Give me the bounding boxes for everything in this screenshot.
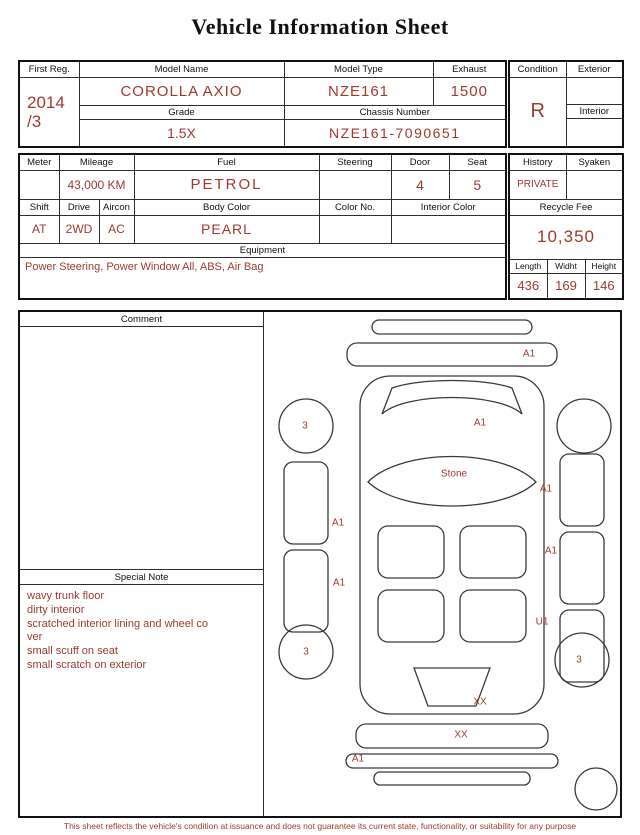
front-bumper <box>356 724 548 748</box>
shift-value: AT <box>19 215 59 243</box>
meter-label: Meter <box>19 154 59 170</box>
first-reg-month: /3 <box>27 111 42 131</box>
interior-label: Interior <box>566 104 623 118</box>
recycle-fee-value: 10,350 <box>509 215 623 259</box>
spec-table <box>18 153 507 300</box>
seat <box>460 526 526 578</box>
windshield <box>368 457 536 507</box>
model-name-label: Model Name <box>79 61 284 77</box>
first-reg-year: 2014 <box>27 92 65 112</box>
damage-mark: 3 <box>576 654 582 666</box>
left-rear-door-panel <box>284 462 328 544</box>
special-note-body <box>20 585 263 678</box>
damage-mark: A1 <box>539 483 553 495</box>
model-type-value: NZE161 <box>284 77 433 105</box>
seat <box>378 526 444 578</box>
comment-header: Comment <box>20 312 263 327</box>
fuel-label: Fuel <box>134 154 319 170</box>
damage-mark: A1 <box>332 577 346 589</box>
right-front-door-panel <box>560 532 604 604</box>
drive-value: 2WD <box>59 215 99 243</box>
condition-section <box>18 310 622 818</box>
page-title: Vehicle Information Sheet <box>191 14 449 39</box>
width-label: Widht <box>547 259 585 273</box>
color-no-label: Color No. <box>319 199 391 215</box>
mileage-label: Mileage <box>59 154 134 170</box>
interior-color-label: Interior Color <box>391 199 506 215</box>
damage-mark: 3 <box>303 646 309 658</box>
special-note-line: small scuff on seat <box>27 645 118 657</box>
damage-mark: XX <box>473 696 487 708</box>
spare-tire <box>575 768 617 810</box>
length-label: Length <box>509 259 547 273</box>
exterior-label: Exterior <box>566 61 623 77</box>
history-value: PRIVATE <box>509 170 566 199</box>
front-spoiler <box>374 772 530 785</box>
front-lower-trim <box>346 754 558 768</box>
syaken-value <box>566 170 623 199</box>
registration-table <box>18 60 507 148</box>
condition-grade-value: R <box>509 77 566 147</box>
aircon-value: AC <box>99 215 134 243</box>
seat <box>378 590 444 642</box>
aircon-label: Aircon <box>99 199 134 215</box>
grade-value: 1.5X <box>79 119 284 147</box>
door-value: 4 <box>391 170 449 199</box>
width-value: 169 <box>547 273 585 299</box>
height-value: 146 <box>585 273 623 299</box>
right-fender-panel <box>560 610 604 682</box>
door-label: Door <box>391 154 449 170</box>
grade-label: Grade <box>79 105 284 119</box>
condition-label: Condition <box>509 61 566 77</box>
damage-mark: A1 <box>331 517 345 529</box>
condition-table <box>508 60 624 148</box>
special-note-line: wavy trunk floor <box>27 590 105 602</box>
model-type-label: Model Type <box>284 61 433 77</box>
chassis-number-label: Chassis Number <box>284 105 506 119</box>
car-diagram-drawing <box>264 312 624 816</box>
special-note-header: Special Note <box>20 570 263 585</box>
equipment-value: Power Steering, Power Window All, ABS, Air Bag <box>19 257 506 299</box>
damage-mark: Stone <box>440 468 468 480</box>
seat-label: Seat <box>449 154 506 170</box>
right-rear-door-panel <box>560 454 604 526</box>
exhaust-label: Exhaust <box>433 61 506 77</box>
length-value: 436 <box>509 273 547 299</box>
rear-window <box>382 381 522 415</box>
interior-value <box>566 118 623 147</box>
disclaimer-text: This sheet reflects the vehicle's condition at issuance and does not guarantee its current state, functionality, or suitability for any purpose <box>63 821 577 831</box>
syaken-label: Syaken <box>566 154 623 170</box>
car-body <box>360 376 544 714</box>
damage-mark: 3 <box>302 420 308 432</box>
seat-value: 5 <box>449 170 506 199</box>
seat <box>460 590 526 642</box>
car-outline <box>279 320 617 810</box>
damage-mark: A1 <box>351 753 365 765</box>
recycle-fee-label: Recycle Fee <box>509 199 623 215</box>
left-front-door-panel <box>284 550 328 632</box>
car-damage-diagram <box>264 312 624 816</box>
height-label: Height <box>585 259 623 273</box>
damage-mark: U1 <box>535 616 549 628</box>
special-note-box <box>20 570 264 816</box>
shift-label: Shift <box>19 199 59 215</box>
first-reg-value <box>19 77 79 147</box>
exhaust-value: 1500 <box>433 77 506 105</box>
special-note-line: dirty interior <box>27 603 85 616</box>
damage-mark: A1 <box>544 545 558 557</box>
damage-mark: XX <box>454 729 468 741</box>
steering-value <box>319 170 391 199</box>
chassis-number-value: NZE161-7090651 <box>284 119 506 147</box>
equipment-label: Equipment <box>19 243 506 257</box>
body-color-label: Body Color <box>134 199 319 215</box>
special-note-line: ver <box>27 631 43 644</box>
steering-label: Steering <box>319 154 391 170</box>
special-note-line: small scratch on exterior <box>27 658 147 671</box>
history-fee-table <box>508 153 624 300</box>
model-name-value: COROLLA AXIO <box>79 77 284 105</box>
damage-mark: A1 <box>473 417 487 429</box>
damage-mark: A1 <box>522 348 536 360</box>
body-color-value: PEARL <box>134 215 319 243</box>
interior-color-value <box>391 215 506 243</box>
wheel-rear-right <box>557 399 611 453</box>
special-note-line: scratched interior lining and wheel co <box>27 617 208 630</box>
fuel-value: PETROL <box>134 170 319 199</box>
history-label: History <box>509 154 566 170</box>
rear-trim-panel <box>372 320 532 334</box>
color-no-value <box>319 215 391 243</box>
mileage-value: 43,000 KM <box>59 170 134 199</box>
first-reg-label: First Reg. <box>19 61 79 77</box>
drive-label: Drive <box>59 199 99 215</box>
meter-value <box>19 170 59 199</box>
exterior-value <box>566 77 623 104</box>
comment-box <box>20 312 264 570</box>
